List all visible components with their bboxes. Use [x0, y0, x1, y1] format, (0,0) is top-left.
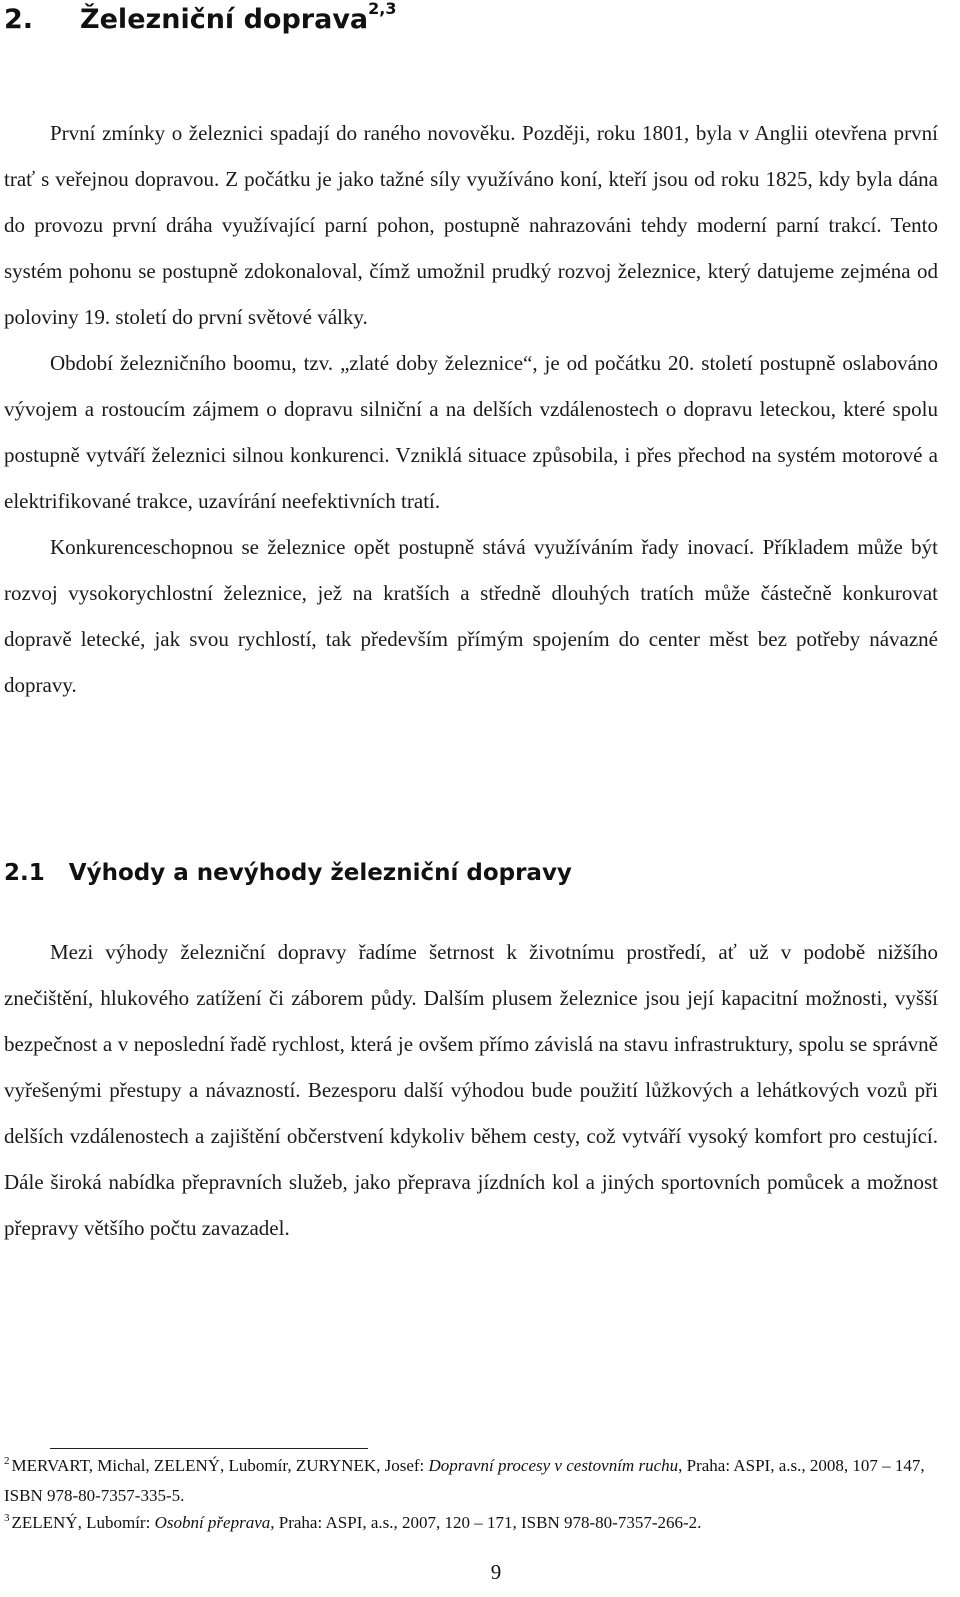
paragraph: Konkurenceschopnou se železnice opět postupně stává využíváním řady inovací. Příkladem může být rozvoj vysokorychlostní železnice, jež na kratších a středně dlouhých tratích může částečně konkurovat dopravě letecké, jak svou rychlostí, tak především přímým spojením do center měst bez potřeby návazné dopravy. [4, 535, 938, 697]
paragraph: Období železničního boomu, tzv. „zlaté doby železnice“, je od počátku 20. století postupně oslabováno vývojem a rostoucím zájmem o dopravu silniční a na delších vzdálenostech o dopravu leteckou, které spolu postupně vytváří železnici silnou konkurenci. Vzniklá situace způsobila, i přes přechod na systém motorové a elektrifikované trakce, uzavírání neefektivních tratí. [4, 351, 938, 513]
page-number: 9 [490, 1560, 502, 1584]
footnote-number: 2 [4, 1455, 10, 1467]
subsection-body [4, 929, 938, 1251]
footnote-title: Osobní přeprava [154, 1513, 271, 1532]
section-footnote-refs: 2,3 [368, 0, 397, 18]
section-body [4, 110, 938, 708]
subsection-title: Výhody a nevýhody železniční dopravy [68, 860, 572, 886]
paragraph: Mezi výhody železniční dopravy řadíme šetrnost k životnímu prostředí, ať už v podobě nižšího znečištění, hlukového zatížení či záborem půdy. Dalším plusem železnice jsou její kapacitní možnosti, vyšší bezpečnost a v neposlední řadě rychlost, která je ovšem přímo závislá na stavu infrastruktury, spolu se správně vyřešenými přestupy a návazností. Bezesporu další výhodou bude použití lůžkových a lehátkových vozů při delších vzdálenostech a zajištění občerstvení kdykoliv během cesty, což vytváří vysoký komfort pro cestující. Dále široká nabídka přepravních služeb, jako přeprava jízdních kol a jiných sportovních pomůcek a možnost přepravy většího počtu zavazadel. [4, 940, 938, 1240]
footnote-separator [50, 1448, 368, 1449]
section-title: Železniční doprava [80, 4, 369, 35]
footnote [4, 1509, 940, 1539]
section-number: 2. [4, 4, 34, 35]
footnote-title: Dopravní procesy v cestovním ruchu [428, 1456, 679, 1475]
footnote-details: , Praha: ASPI, a.s., 2007, 120 – 171, ISBN 978-80-7357-266-2. [270, 1513, 702, 1532]
footnote [4, 1452, 940, 1509]
section-heading [4, 0, 396, 43]
footnotes [4, 1452, 940, 1539]
footnote-authors: MERVART, Michal, ZELENÝ, Lubomír, ZURYNEK, Josef: [11, 1456, 429, 1475]
footnote-number: 3 [4, 1512, 10, 1524]
subsection-heading [4, 853, 572, 893]
footnote-details: , Praha: ASPI, a.s., 2008, 107 – 147, ISBN 978-80-7357-335-5. [4, 1456, 925, 1505]
subsection-number: 2.1 [4, 860, 45, 886]
footnote-authors: ZELENÝ, Lubomír: [11, 1513, 155, 1532]
paragraph: První zmínky o železnici spadají do raného novověku. Později, roku 1801, byla v Anglii otevřena první trať s veřejnou dopravou. Z počátku je jako tažné síly využíváno koní, kteří jsou od roku 1825, kdy byla dána do provozu první dráha využívající parní pohon, postupně nahrazováni tehdy moderní parní trakcí. Tento systém pohonu se postupně zdokonaloval, čímž umožnil prudký rozvoj železnice, který datujeme zejména od poloviny 19. století do první světové války. [4, 121, 938, 329]
